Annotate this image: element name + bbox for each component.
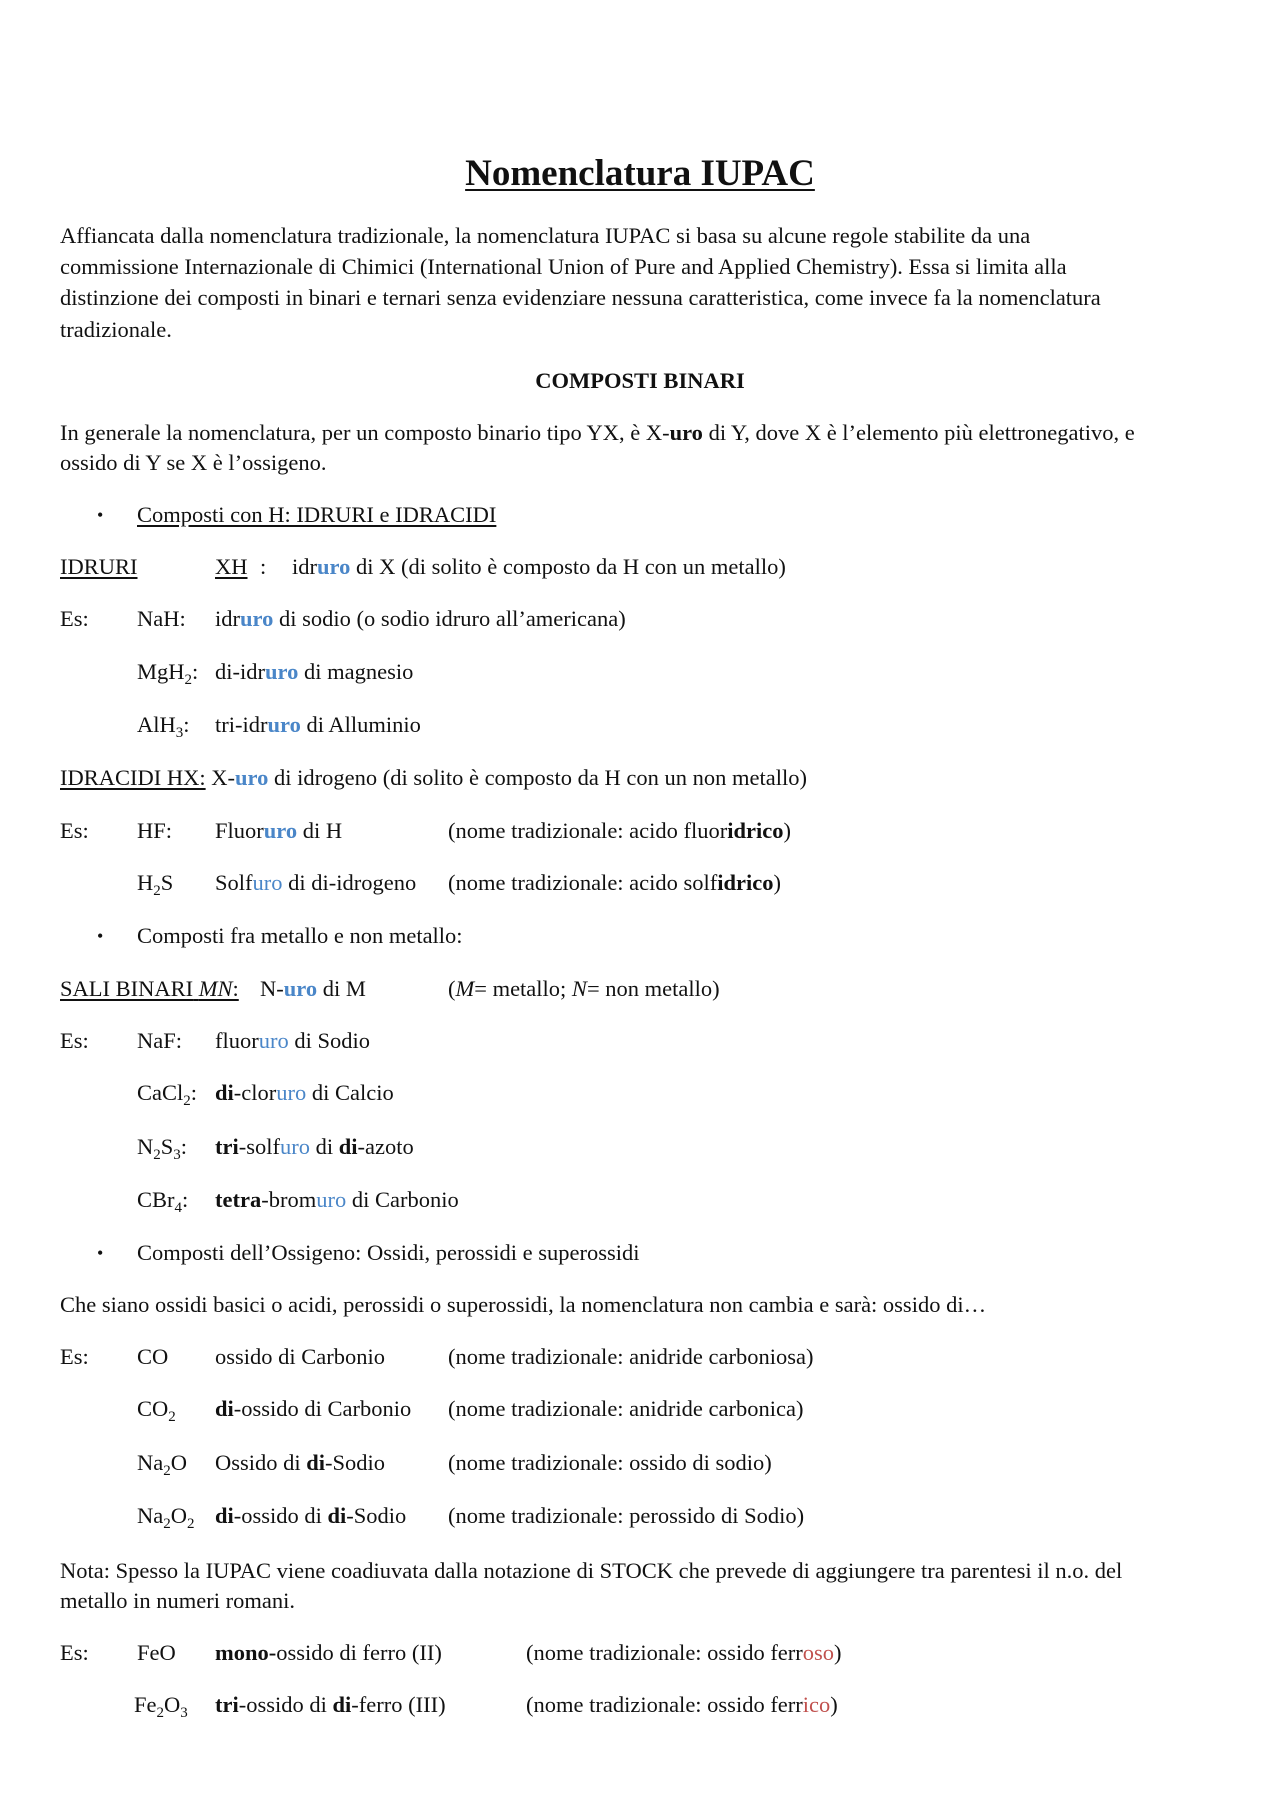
ex-part: -ossido di bbox=[233, 1503, 328, 1528]
stock-ex2-formula bbox=[134, 1692, 188, 1721]
formula-sub: 2 bbox=[184, 672, 193, 688]
sali-label-text: SALI BINARI bbox=[60, 976, 194, 1001]
sali-es-label: Es: bbox=[60, 1028, 89, 1053]
trad-bold: idrico bbox=[717, 870, 774, 895]
idracidi-rule-uro: uro bbox=[235, 765, 269, 790]
idruri-ex3-name bbox=[215, 714, 421, 737]
stock-ex1-trad bbox=[526, 1642, 842, 1665]
ex-post: di sodio (o sodio idruro all’americana) bbox=[273, 606, 626, 631]
formula-main: CO bbox=[137, 1396, 169, 1421]
trad-suffix: oso bbox=[802, 1640, 835, 1665]
formula-end: : bbox=[192, 659, 199, 684]
idracidi-ex2-name bbox=[215, 872, 416, 895]
ex-part: di Carbonio bbox=[346, 1187, 459, 1212]
formula-sub: 2 bbox=[163, 1463, 171, 1479]
formula-sub: 3 bbox=[175, 725, 184, 741]
ex-prefix: di bbox=[306, 1450, 326, 1475]
formula-sub: 2 bbox=[168, 1409, 176, 1425]
stock-ex2-trad bbox=[526, 1694, 838, 1717]
ex-post: di Alluminio bbox=[300, 712, 421, 737]
idruri-ex2-name bbox=[215, 661, 413, 684]
ossido-ex3-formula bbox=[137, 1450, 187, 1479]
stock-ex2-name bbox=[215, 1694, 446, 1717]
ossido-ex4-formula bbox=[137, 1503, 195, 1532]
idruri-rule-pre: idr bbox=[292, 554, 317, 579]
idracidi-es-label: Es: bbox=[60, 818, 89, 843]
ossido-ex3-trad: (nome tradizionale: ossido di sodio) bbox=[448, 1450, 772, 1475]
sali-ex4-formula bbox=[137, 1187, 189, 1216]
ex-prefix: tri bbox=[215, 1692, 239, 1717]
trad-bold: idrico bbox=[727, 818, 784, 843]
ex-prefix: di bbox=[215, 1396, 234, 1421]
trad-post: ) bbox=[830, 1692, 838, 1717]
formula-end: S bbox=[160, 870, 174, 895]
trad-pre: (nome tradizionale: acido fluor bbox=[448, 818, 728, 843]
note-open: ( bbox=[448, 976, 456, 1001]
ex-prefix: di bbox=[327, 1503, 347, 1528]
ex-pre: tri-idr bbox=[215, 712, 268, 737]
formula-main: AlH bbox=[137, 712, 176, 737]
sali-ex3-name bbox=[215, 1136, 414, 1159]
bullet-icon: • bbox=[97, 926, 104, 946]
idracidi-ex1-trad bbox=[448, 820, 791, 843]
formula-sub: 2 bbox=[187, 1516, 195, 1532]
ex-suffix: uro bbox=[263, 818, 298, 843]
ex-suffix: uro bbox=[252, 870, 283, 895]
idracidi-line bbox=[60, 767, 807, 790]
formula-sub: 3 bbox=[173, 1147, 181, 1163]
idruri-rule bbox=[292, 556, 786, 579]
note-m: M bbox=[455, 976, 475, 1001]
idracidi-label: IDRACIDI HX: bbox=[60, 765, 206, 790]
formula-main: NaF: bbox=[137, 1028, 182, 1053]
trad-post: ) bbox=[834, 1640, 842, 1665]
ex-suffix: uro bbox=[258, 1028, 289, 1053]
ex-prefix: di bbox=[215, 1503, 234, 1528]
idruri-ex3-formula bbox=[137, 712, 190, 741]
sali-note bbox=[448, 978, 720, 1001]
ex-pre: idr bbox=[215, 606, 240, 631]
formula-end: : bbox=[182, 1187, 189, 1212]
formula-end: : bbox=[190, 1080, 198, 1105]
trad-suffix: ico bbox=[802, 1692, 831, 1717]
ossido-ex4-name bbox=[215, 1505, 406, 1528]
formula-sub: 3 bbox=[180, 1705, 188, 1721]
ex-pre: di-idr bbox=[215, 659, 265, 684]
intro-line-3: distinzione dei composti in binari e ternari senza evidenziare nessuna caratteristica, come invece fa la nomenclatura bbox=[60, 285, 1101, 310]
idracidi-ex2-trad bbox=[448, 872, 781, 895]
section-title-composti-binari: COMPOSTI BINARI bbox=[535, 368, 745, 393]
ossido-ex4-trad: (nome tradizionale: perossido di Sodio) bbox=[448, 1503, 805, 1528]
ex-part: -ossido di Carbonio bbox=[233, 1396, 412, 1421]
ex-suffix: uro bbox=[316, 1187, 347, 1212]
formula-sub: 4 bbox=[174, 1200, 183, 1216]
sali-label bbox=[60, 978, 239, 1001]
sali-ex2-name bbox=[215, 1082, 394, 1105]
formula-main: Na bbox=[137, 1450, 164, 1475]
ex-part: -brom bbox=[261, 1187, 317, 1212]
stock-ex1-formula: FeO bbox=[137, 1640, 176, 1665]
bullet-idruri-idracidi: Composti con H: IDRURI e IDRACIDI bbox=[137, 502, 497, 527]
sali-rule-pre: N- bbox=[260, 976, 284, 1001]
ossigeno-es-label: Es: bbox=[60, 1344, 89, 1369]
ossido-ex1-formula: CO bbox=[137, 1344, 169, 1369]
ex-prefix: mono- bbox=[215, 1640, 277, 1665]
trad-pre: (nome tradizionale: ossido ferr bbox=[526, 1640, 803, 1665]
sali-rule bbox=[260, 978, 366, 1001]
ex-part: ossido di Carbonio bbox=[215, 1344, 386, 1369]
ex-part: di Sodio bbox=[288, 1028, 371, 1053]
trad-post: ) bbox=[773, 870, 782, 895]
ex-pre: Fluor bbox=[215, 818, 264, 843]
ossido-ex1-name bbox=[215, 1346, 385, 1369]
formula-mid: O bbox=[164, 1692, 181, 1717]
idruri-formula: XH bbox=[215, 554, 248, 579]
ex-prefix: tri bbox=[215, 1134, 239, 1159]
ex-suffix: uro bbox=[279, 1134, 310, 1159]
note-n: N bbox=[571, 976, 587, 1001]
ossido-ex2-trad: (nome tradizionale: anidride carbonica) bbox=[448, 1396, 804, 1421]
ex-prefix: di bbox=[332, 1692, 352, 1717]
idracidi-rule-post: di idrogeno (di solito è composto da H con un non metallo) bbox=[268, 765, 808, 790]
formula-main: N bbox=[137, 1134, 154, 1159]
formula-sub: 2 bbox=[163, 1516, 171, 1532]
idracidi-rule-pre: X- bbox=[205, 765, 235, 790]
ex-part: di Calcio bbox=[306, 1080, 394, 1105]
formula-main: H bbox=[137, 870, 154, 895]
intro-line-2: commissione Internazionale di Chimici (International Union of Pure and Applied Chemistry). Essa si limita alla bbox=[60, 254, 1067, 279]
note-mid: = metallo; bbox=[474, 976, 572, 1001]
ex-part: ossido di ferro (II) bbox=[276, 1640, 442, 1665]
formula-sub: 2 bbox=[183, 1093, 191, 1109]
ex-part: di bbox=[309, 1134, 339, 1159]
sali-ex1-name bbox=[215, 1030, 370, 1053]
formula-sub: 2 bbox=[156, 1705, 164, 1721]
formula-main: CaCl bbox=[137, 1080, 184, 1105]
ex-pre: Solf bbox=[215, 870, 253, 895]
intro-line-1: Affiancata dalla nomenclatura tradizionale, la nomenclatura IUPAC si basa su alcune regole stabilite da una bbox=[60, 223, 1031, 248]
sali-rule-post: di M bbox=[317, 976, 366, 1001]
ex-post: di magnesio bbox=[298, 659, 414, 684]
idruri-ex1-formula: NaH: bbox=[137, 606, 186, 631]
stock-es-label: Es: bbox=[60, 1640, 89, 1665]
general-rule-uro: uro bbox=[669, 420, 703, 445]
nota-line-1: Nota: Spesso la IUPAC viene coadiuvata dalla notazione di STOCK che prevede di aggiungere tra parentesi il n.o. del bbox=[60, 1558, 1123, 1583]
idruri-colon: : bbox=[260, 554, 267, 579]
formula-main: MgH bbox=[137, 659, 185, 684]
ex-part: -solf bbox=[238, 1134, 280, 1159]
stock-ex1-name bbox=[215, 1642, 442, 1665]
formula-sub: 2 bbox=[153, 1147, 161, 1163]
ossido-ex2-name bbox=[215, 1398, 411, 1421]
idruri-ex1-name bbox=[215, 608, 626, 631]
ex-part: -clor bbox=[233, 1080, 277, 1105]
ex-part: fluor bbox=[215, 1028, 259, 1053]
trad-pre: (nome tradizionale: ossido ferr bbox=[526, 1692, 803, 1717]
trad-pre: (nome tradizionale: acido solf bbox=[448, 870, 718, 895]
sali-label-mn: MN bbox=[198, 976, 233, 1001]
ex-post: di H bbox=[297, 818, 343, 843]
sali-ex2-formula bbox=[137, 1080, 198, 1109]
general-rule-line-1 bbox=[60, 422, 1135, 445]
intro-line-4: tradizionale. bbox=[60, 317, 172, 342]
sali-ex4-name bbox=[215, 1189, 459, 1212]
sali-ex1-formula bbox=[137, 1030, 182, 1053]
ossido-ex2-formula bbox=[137, 1396, 176, 1425]
ex-suffix: uro bbox=[267, 712, 301, 737]
general-rule-text-a: In generale la nomenclatura, per un composto binario tipo YX, è X- bbox=[60, 420, 670, 445]
formula-mid: S bbox=[160, 1134, 174, 1159]
ossido-ex3-name bbox=[215, 1452, 385, 1475]
sali-label-colon: : bbox=[232, 976, 239, 1001]
ex-post: di di-idrogeno bbox=[282, 870, 417, 895]
ex-suffix: uro bbox=[265, 659, 299, 684]
formula-mid: O bbox=[170, 1503, 187, 1528]
formula-sub: 2 bbox=[153, 883, 161, 899]
idruri-rule-uro: uro bbox=[317, 554, 351, 579]
idruri-rule-post: di X (di solito è composto da H con un metallo) bbox=[350, 554, 786, 579]
ex-prefix: di bbox=[215, 1080, 234, 1105]
page-title: Nomenclatura IUPAC bbox=[465, 153, 815, 194]
idruri-es-label: Es: bbox=[60, 606, 89, 631]
idruri-ex2-formula bbox=[137, 659, 199, 688]
formula-main: Na bbox=[137, 1503, 164, 1528]
bullet-icon: • bbox=[97, 505, 104, 525]
ex-suffix: uro bbox=[240, 606, 274, 631]
general-rule-line-2: ossido di Y se X è l’ossigeno. bbox=[60, 450, 327, 475]
ex-suffix: uro bbox=[276, 1080, 307, 1105]
ex-part: -azoto bbox=[357, 1134, 414, 1159]
note-end: = non metallo) bbox=[586, 976, 720, 1001]
formula-main: CBr bbox=[137, 1187, 175, 1212]
bullet-ossigeno: Composti dell’Ossigeno: Ossidi, perossidi e superossidi bbox=[137, 1240, 640, 1265]
ex-part: Ossido di bbox=[215, 1450, 307, 1475]
formula-end: : bbox=[180, 1134, 188, 1159]
idracidi-ex1-name bbox=[215, 820, 342, 843]
ex-prefix: tetra bbox=[215, 1187, 262, 1212]
sali-ex3-formula bbox=[137, 1134, 188, 1163]
idracidi-ex2-formula bbox=[137, 870, 174, 899]
formula-end: O bbox=[170, 1450, 187, 1475]
idracidi-ex1-formula: HF: bbox=[137, 818, 173, 843]
ex-prefix: di bbox=[338, 1134, 358, 1159]
ex-part: -Sodio bbox=[346, 1503, 407, 1528]
sali-rule-uro: uro bbox=[283, 976, 318, 1001]
ossigeno-desc: Che siano ossidi basici o acidi, perossidi o superossidi, la nomenclatura non cambia e sarà: ossido di… bbox=[60, 1292, 987, 1317]
ossido-ex1-trad: (nome tradizionale: anidride carboniosa) bbox=[448, 1344, 814, 1369]
ex-part: -ossido di bbox=[238, 1692, 333, 1717]
nota-line-2: metallo in numeri romani. bbox=[60, 1588, 295, 1613]
idruri-label-text: IDRURI bbox=[60, 554, 138, 579]
bullet-metallo-non-metallo: Composti fra metallo e non metallo: bbox=[137, 923, 463, 948]
formula-end: : bbox=[183, 712, 190, 737]
general-rule-text-b: di Y, dove X è l’elemento più elettronegativo, e bbox=[702, 420, 1135, 445]
trad-post: ) bbox=[783, 818, 792, 843]
ex-part: -Sodio bbox=[325, 1450, 386, 1475]
formula-main: Fe bbox=[134, 1692, 157, 1717]
ex-part: -ferro (III) bbox=[351, 1692, 446, 1717]
bullet-icon: • bbox=[97, 1243, 104, 1263]
